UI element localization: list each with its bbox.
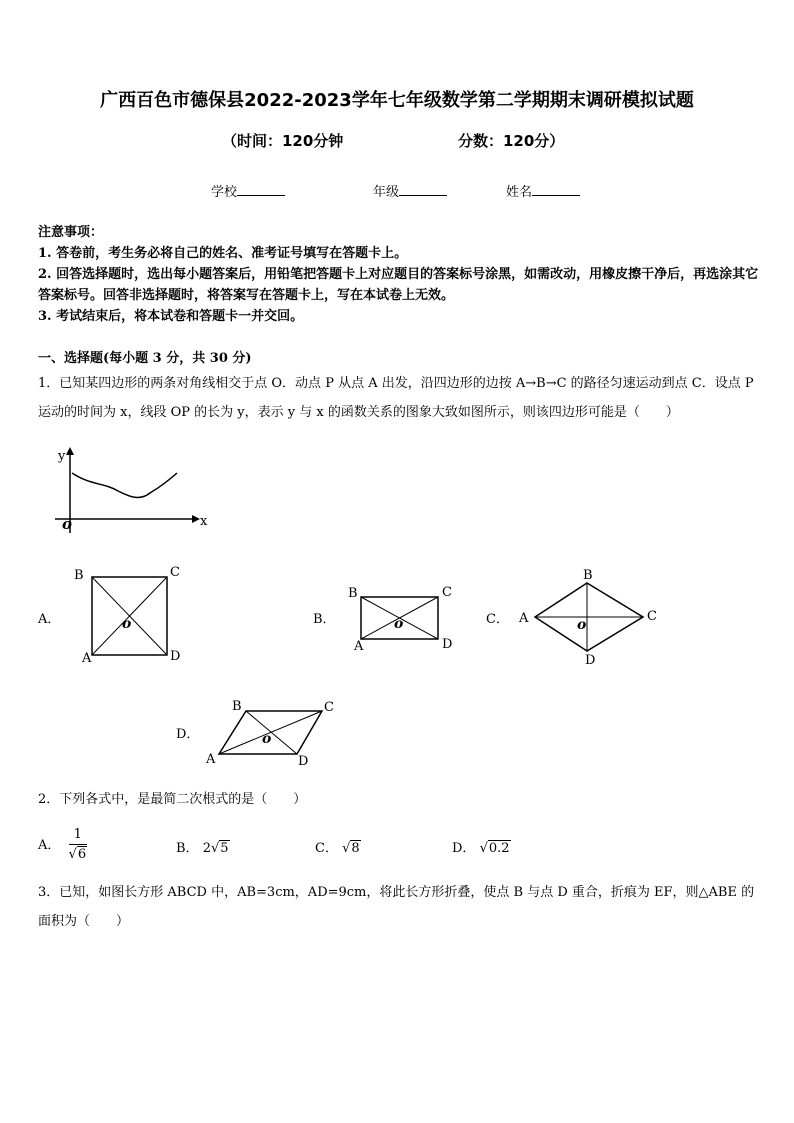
q2-option-a[interactable]: A． $\frac{1}{√6}$ xyxy=(38,827,87,862)
grade-label: 年级 xyxy=(373,185,400,200)
svg-text:D: D xyxy=(442,637,453,652)
svg-text:A: A xyxy=(519,611,529,626)
q1-option-b-label[interactable]: B． xyxy=(313,612,336,627)
svg-text:D: D xyxy=(585,653,596,668)
q1-option-a-figure[interactable] xyxy=(70,560,190,670)
school-field xyxy=(211,181,285,200)
section-heading: 一、选择题(每小题 3 分，共 30 分) xyxy=(38,351,252,366)
q1-option-c-figure[interactable] xyxy=(515,565,665,670)
svg-text:B: B xyxy=(232,699,242,714)
svg-text:C: C xyxy=(442,585,452,600)
svg-text:D: D xyxy=(298,754,309,769)
q2-option-b[interactable]: B． 2√5 xyxy=(176,841,229,856)
svg-text:A: A xyxy=(206,752,216,767)
svg-text:B: B xyxy=(348,586,358,601)
option-label: A． xyxy=(38,838,61,853)
notes-block xyxy=(38,222,760,327)
q2-option-c[interactable]: C． √8 xyxy=(315,841,360,856)
svg-text:o: o xyxy=(394,616,404,632)
svg-text:B: B xyxy=(74,568,84,583)
origin-label: o xyxy=(62,515,73,533)
score-label: 分数：120分） xyxy=(458,132,565,150)
q1-option-d-figure[interactable] xyxy=(200,695,345,773)
q1-option-b-figure[interactable] xyxy=(340,580,460,655)
name-field xyxy=(506,181,580,200)
option-label: D． xyxy=(452,841,476,856)
svg-text:C: C xyxy=(647,609,657,624)
grade-field xyxy=(373,181,447,200)
note-item: 3. 考试结束后，将本试卷和答题卡一并交回。 xyxy=(38,309,304,324)
svg-text:A: A xyxy=(82,651,92,666)
exam-title: 广西百色市德保县2022-2023学年七年级数学第二学期期末调研模拟试题 xyxy=(100,90,694,111)
q1-option-c-label[interactable]: C． xyxy=(486,612,509,627)
note-item: 2. 回答选择题时，选出每小题答案后，用铅笔把答题卡上对应题目的答案标号涂黑，如需改动，用橡皮擦干净后，再选涂其它答案标号。回答非选择题时，将答案写在答题卡上，写在本试卷上无效。 xyxy=(38,267,759,303)
svg-text:C: C xyxy=(324,700,334,715)
y-axis-label: y xyxy=(58,449,66,464)
question-3-text: 3．已知，如图长方形 ABCD 中，AB=3cm，AD=9cm，将此长方形折叠，使点 B 与点 D 重合，折痕为 EF，则△ABE 的面积为（ ） xyxy=(38,885,755,929)
name-label: 姓名 xyxy=(506,185,533,200)
school-label: 学校 xyxy=(211,185,238,200)
x-axis-label: x xyxy=(200,514,208,529)
function-curve xyxy=(72,473,177,497)
svg-text:A: A xyxy=(354,639,364,654)
svg-text:o: o xyxy=(577,617,587,633)
q1-option-a-label[interactable]: A． xyxy=(38,612,61,627)
question-1-text: 1．已知某四边形的两条对角线相交于点 O．动点 P 从点 A 出发，沿四边形的边按 A→B→C 的路径匀速运动到点 C．设点 P 运动的时间为 x，线段 OP 的长为 y，表示 y 与 x 的函数关系的图象大致如图所示，则该四边形可能是（ ） xyxy=(38,376,754,420)
svg-text:C: C xyxy=(170,565,180,580)
svg-text:B: B xyxy=(583,568,593,583)
svg-text:o: o xyxy=(122,616,132,632)
q1-option-d-label[interactable]: D． xyxy=(176,727,200,742)
svg-text:D: D xyxy=(170,649,181,664)
question-2-text: 2．下列各式中，是最简二次根式的是（ ） xyxy=(38,792,307,807)
note-item: 1. 答卷前，考生务必将自己的姓名、准考证号填写在答题卡上。 xyxy=(38,246,408,261)
option-label: B． xyxy=(176,841,199,856)
notes-heading: 注意事项： xyxy=(38,225,104,240)
time-label: （时间：120分钟 xyxy=(222,132,344,150)
option-label: C． xyxy=(315,841,338,856)
q1-function-graph xyxy=(50,445,210,540)
q2-option-d[interactable]: D． √0.2 xyxy=(452,841,510,856)
svg-text:o: o xyxy=(262,731,272,747)
